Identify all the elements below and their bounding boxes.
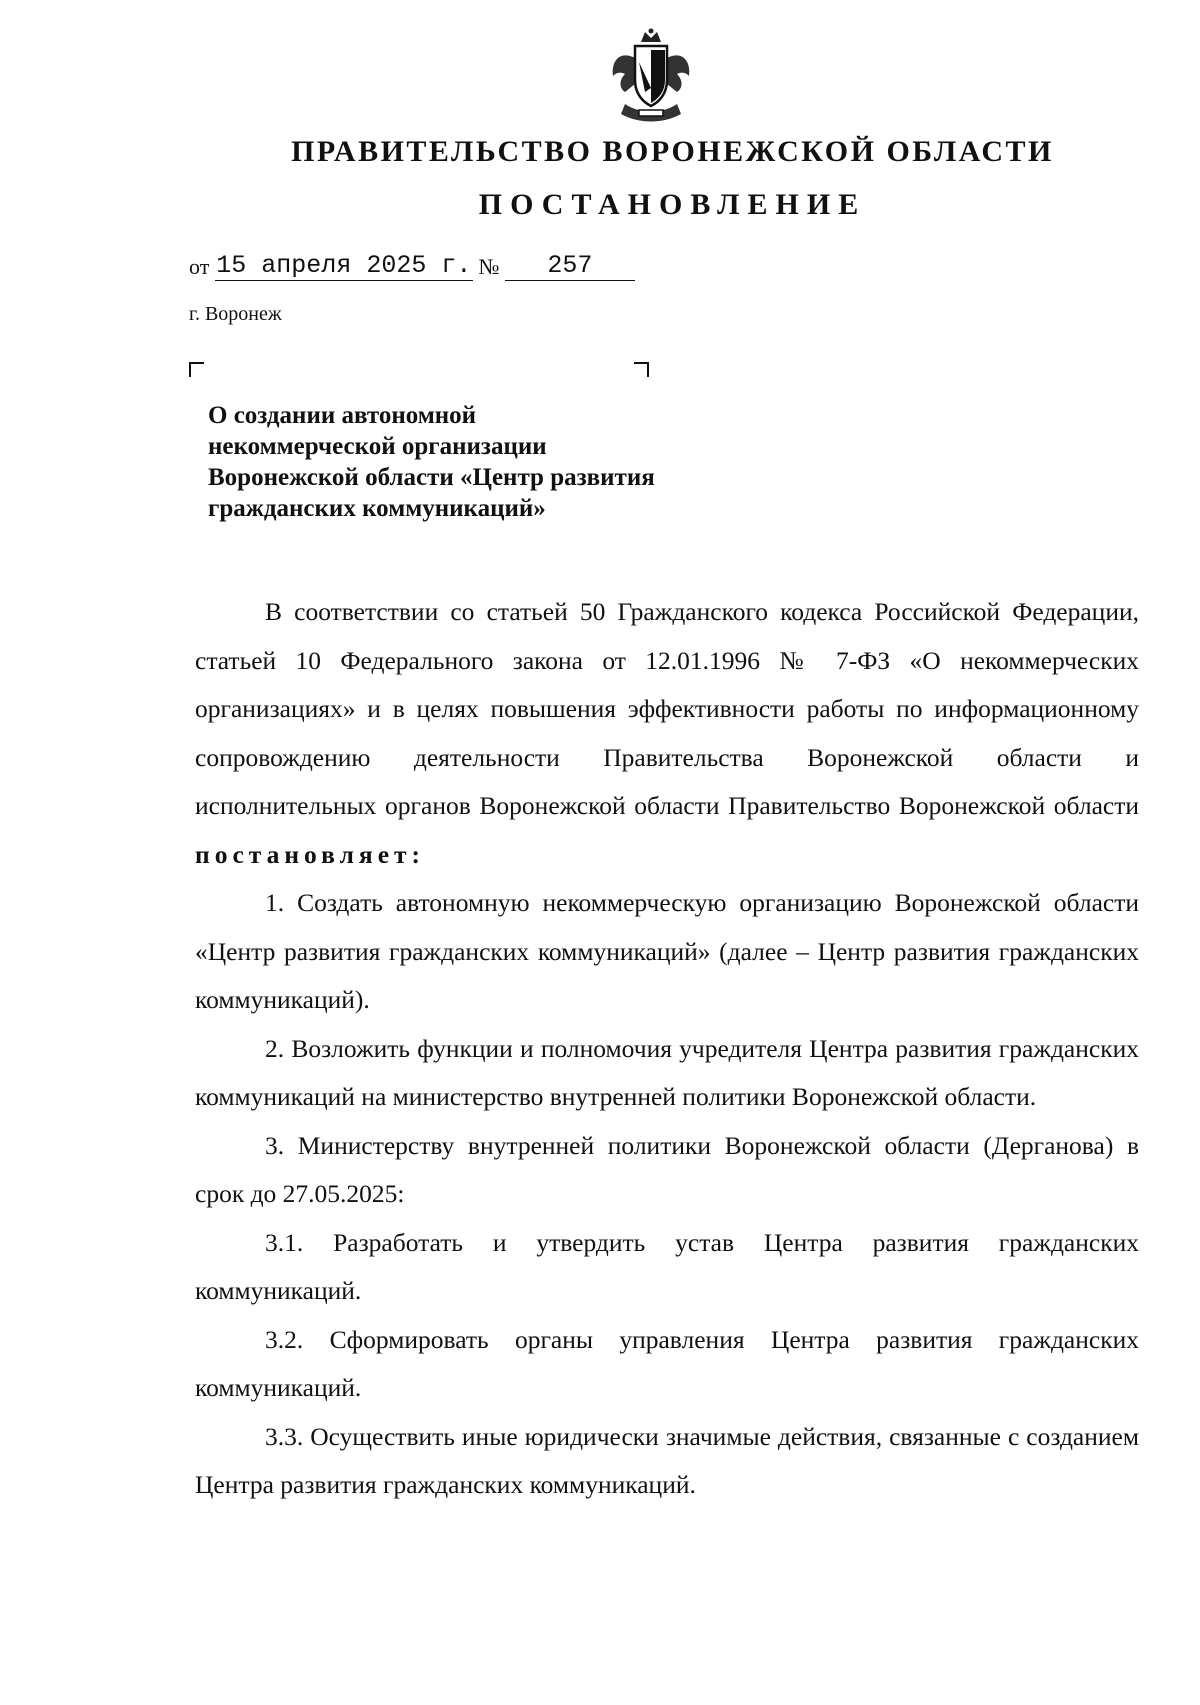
- item-paragraph: 3.3. Осуществить иные юридически значимые действия, связанные с созданием Центра развития гражданских коммуникаций.: [195, 1421, 1139, 1499]
- document-number: 257: [505, 252, 635, 281]
- item-paragraph: 1. Создать автономную некоммерческую организацию Воронежской области «Центр развития гражданских коммуникаций» (далее – Центр развития гражданских коммуникаций).: [195, 888, 1139, 1014]
- document-subject: [208, 400, 768, 524]
- subject-line: О создании автономной: [208, 402, 477, 429]
- document-type: ПОСТАНОВЛЕНИЕ: [478, 188, 867, 221]
- item-paragraph: 3.1. Разработать и утвердить устав Центра развития гражданских коммуникаций.: [195, 1227, 1139, 1305]
- subject-line: Воронежской области «Центр развития: [208, 464, 655, 491]
- coat-of-arms-icon: [605, 28, 697, 128]
- document-body: [195, 588, 1139, 1510]
- decree-word: постановляет:: [195, 839, 426, 869]
- subject-line: некоммерческой организации: [208, 433, 547, 460]
- number-prefix: №: [478, 254, 500, 279]
- subject-line: гражданских коммуникаций»: [208, 495, 546, 522]
- item-paragraph: 2. Возложить функции и полномочия учредителя Центра развития гражданских коммуникаций на министерство внутренней политики Воронежской области.: [195, 1033, 1139, 1111]
- preamble-text: В соответствии со статьей 50 Гражданского кодекса Российской Федерации, статьей 10 Федерального закона от 12.01.1996 № 7-ФЗ «О некоммерческих организациях» и в целях повышения эффективности работы по информационному сопровождению деятельности Правительства Воронежской области и исполнительных органов Воронежской области Правительство Воронежской области: [195, 597, 1139, 820]
- organization-title: ПРАВИТЕЛЬСТВО ВОРОНЕЖСКОЙ ОБЛАСТИ: [291, 135, 1054, 168]
- subject-bracket-left: [189, 362, 204, 377]
- preamble-paragraph: [195, 588, 1139, 879]
- date-number-line: [189, 252, 635, 281]
- city-label: г. Воронеж: [189, 303, 282, 325]
- date-prefix: от: [189, 254, 210, 279]
- item-paragraph: 3. Министерству внутренней политики Воронежской области (Дерганова) в срок до 27.05.2025:: [195, 1130, 1139, 1208]
- document-date: 15 апреля 2025 г.: [216, 251, 472, 280]
- item-paragraph: 3.2. Сформировать органы управления Центра развития гражданских коммуникаций.: [195, 1324, 1139, 1402]
- subject-bracket-right: [634, 362, 649, 377]
